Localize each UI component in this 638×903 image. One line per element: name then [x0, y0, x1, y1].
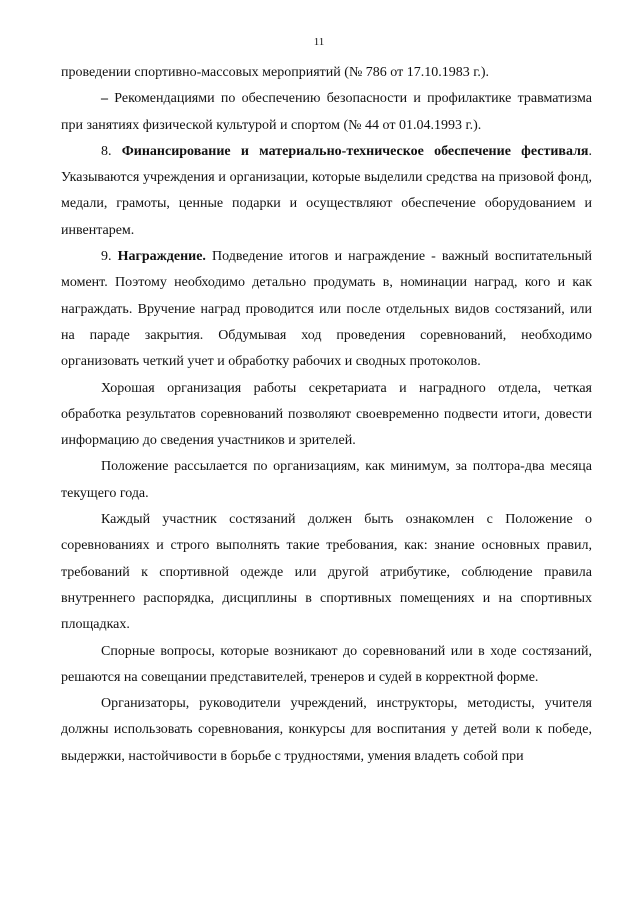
paragraph-2: [61, 86, 592, 139]
paragraph-6: Положение рассылается по организациям, как минимум, за полтора-два месяца текущего года.: [61, 459, 592, 501]
list-dash: –: [101, 91, 108, 107]
paragraph-5: Хорошая организация работы секретариата и наградного отдела, четкая обработка результатов соревнований позволяют своевременно подвести итоги, довести информацию до сведения участников и зрителей.: [61, 380, 592, 449]
paragraph-1: проведении спортивно-массовых мероприятий (№ 786 от 17.10.1983 г.).: [61, 65, 490, 80]
page-number: 11: [313, 36, 325, 48]
paragraph-2-text: Рекомендациями по обеспечению безопасности и профилактике травматизма при занятиях физической культурой и спортом (№ 44 от 01.04.1993 г.).: [61, 91, 592, 133]
paragraph-9: Организаторы, руководители учреждений, инструкторы, методисты, учителя должны использовать соревнования, конкурсы для воспитания у детей воли к победе, выдержки, настойчивости в борьбе с трудностями, умения владеть собой при: [61, 696, 592, 764]
document-body: [61, 60, 592, 770]
paragraph-financing: [61, 139, 592, 244]
paragraph-awards: [61, 244, 592, 375]
paragraph-7: Каждый участник состязаний должен быть ознакомлен с Положение о соревнованиях и строго выполнять такие требования, как: знание основных правил, требований к спортивной одежде или другой атрибутике, соблюдение правила внутреннего распорядка, дисциплины в спортивных помещениях и на спортивных площадках.: [61, 512, 592, 633]
section-9-text: Подведение итогов и награждение - важный воспитательный момент. Поэтому необходимо детально продумать в, номинации наград, кого и как награждать. Вручение наград проводится или после отдельных видов состязаний, или на параде закрытия. Обдумывая ход проведения соревнований, необходимо организовать четкий учет и обработку рабочих и сводных протоколов.: [61, 249, 592, 370]
section-9-heading: Награждение.: [117, 249, 206, 265]
section-8-number: 8.: [101, 143, 122, 159]
section-8-text: . Указываются учреждения и организации, которые выделили средства на призовой фонд, медали, грамоты, ценные подарки и осуществляют обеспечение оборудованием и инвентарем.: [61, 143, 592, 238]
section-8-heading: Финансирование и материально-техническое обеспечение фестиваля: [121, 143, 589, 159]
section-9-number: 9.: [101, 249, 118, 265]
paragraph-8: Спорные вопросы, которые возникают до соревнований или в ходе состязаний, решаются на совещании представителей, тренеров и судей в корректной форме.: [61, 643, 592, 685]
